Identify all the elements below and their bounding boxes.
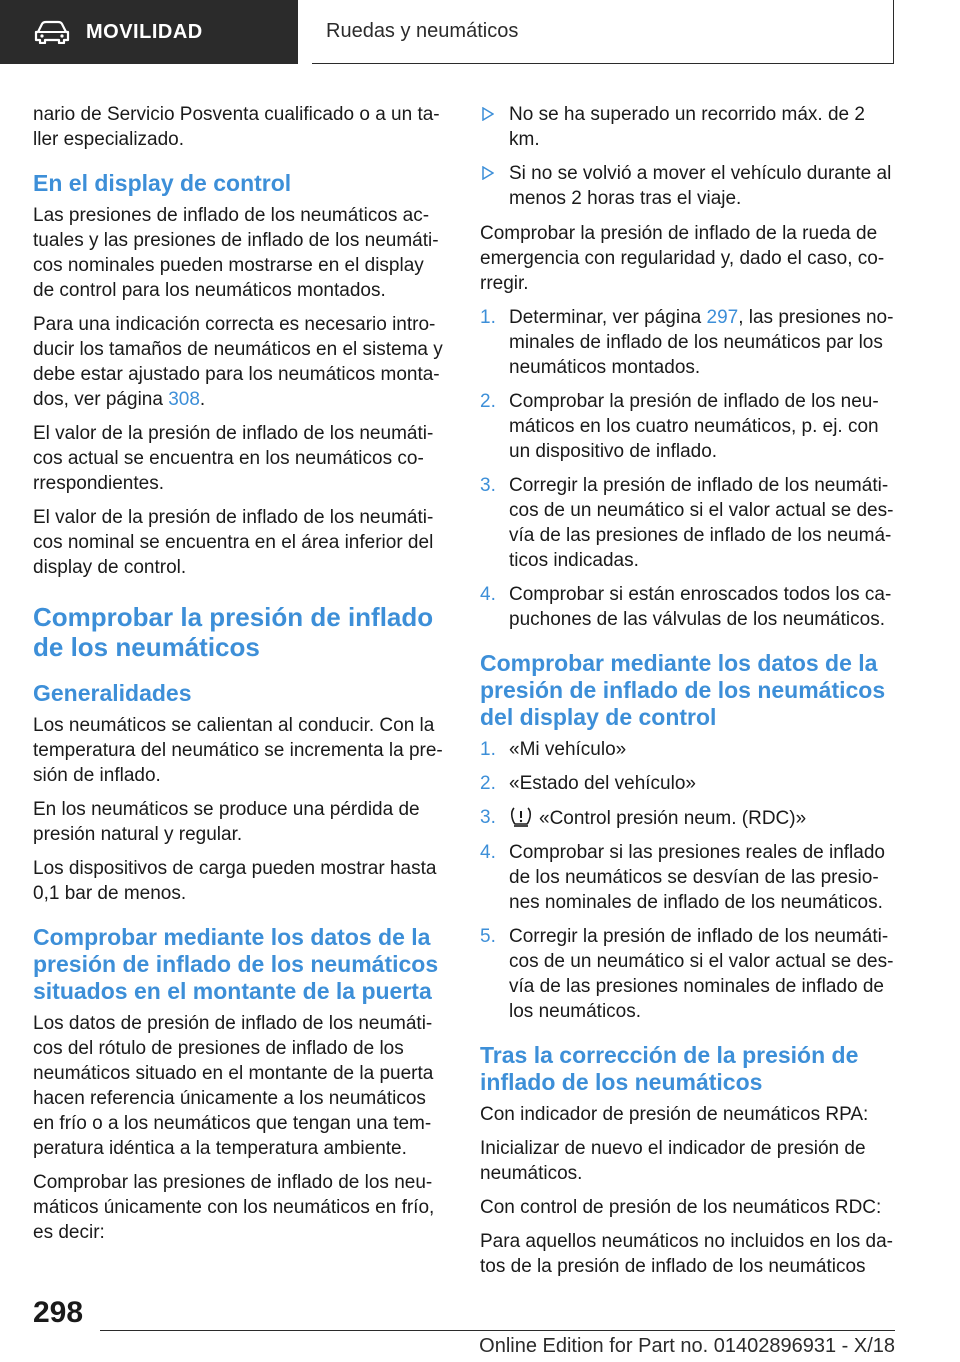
paragraph: Con control de presión de los neumáticos RDC: (480, 1197, 882, 1218)
list-item-text: Comprobar si las presiones reales de inflado de los neumáticos se desvían de las presio-nes nominales de inflado de los neumáticos. (509, 842, 885, 913)
tire-pressure-warning-icon (509, 805, 533, 827)
list-item (480, 161, 896, 211)
paragraph (33, 312, 447, 412)
heading-control-display: Comprobar mediante los datos de la presión de inflado de los neumáticos del display de control (480, 650, 886, 730)
paragraph: nario de Servicio Posventa cualificado o a un ta-ller especializado. (33, 104, 440, 150)
step-number: 1. (480, 307, 496, 328)
step-number: 5. (480, 926, 496, 947)
paragraph: Los neumáticos se calientan al conducir. Con la temperatura del neumático se incrementa la pre-sión de inflado. (33, 715, 443, 786)
paragraph: El valor de la presión de inflado de los neumáti-cos nominal se encuentra en el área inferior del display de control. (33, 507, 434, 578)
step-number: 3. (480, 475, 496, 496)
step-number: 4. (480, 584, 496, 605)
paragraph: En los neumáticos se produce una pérdida de presión natural y regular. (33, 799, 420, 845)
paragraph: Inicializar de nuevo el indicador de presión de neumáticos. (480, 1138, 866, 1184)
paragraph: Con indicador de presión de neumáticos RPA: (480, 1104, 869, 1125)
right-column (480, 102, 896, 1288)
steps-list-1 (480, 305, 896, 632)
paragraph: Los datos de presión de inflado de los neumáti-cos del rótulo de presiones de inflado de los neumáticos situado en el montante de la puerta hacen referencia únicamente a los neumáticos en frío o a los neumáticos que tengan una tem-peratura idéntica a la temperatura ambiente. (33, 1013, 434, 1159)
list-item (480, 389, 896, 464)
chapter-title-box (312, 0, 894, 64)
list-item (480, 737, 896, 762)
chapter-title: Ruedas y neumáticos (326, 20, 519, 42)
heading-door-label: Comprobar mediante los datos de la presión de inflado de los neumáticos situados en el montante de la puerta (33, 924, 439, 1004)
paragraph-text: . (199, 389, 206, 410)
list-item-text: «Mi vehículo» (509, 739, 627, 760)
paragraph: El valor de la presión de inflado de los neumáti-cos actual se encuentra en los neumáticos co-rrespondientes. (33, 423, 434, 494)
steps-list-2 (480, 737, 896, 1024)
heading-main: Comprobar la presión de inflado de los neumáticos (33, 602, 434, 662)
page-link-308[interactable]: 308 (168, 389, 200, 410)
list-item (480, 840, 896, 915)
list-item (480, 582, 896, 632)
list-item (480, 102, 896, 152)
list-item (480, 805, 896, 831)
footer-divider (100, 1330, 895, 1331)
step-number: 4. (480, 842, 496, 863)
step-number: 2. (480, 773, 496, 794)
edition-note: Online Edition for Part no. 01402896931 - X/18 (479, 1335, 895, 1357)
paragraph: Comprobar las presiones de inflado de los neu-máticos únicamente con los neumáticos en frío, es decir: (33, 1172, 435, 1243)
list-item (480, 771, 896, 796)
list-item (480, 305, 896, 380)
paragraph: Comprobar la presión de inflado de la rueda de emergencia con regularidad y, dado el caso, co-rregir. (480, 223, 885, 294)
list-item-text: Corregir la presión de inflado de los neumáti-cos de un neumático si el valor actual se des-vía de las presiones nominales de inflado de los neumáticos. (509, 926, 894, 1022)
list-item-text: «Estado del vehículo» (509, 773, 696, 794)
triangle-bullet-icon (482, 166, 494, 180)
heading-after-correction: Tras la corrección de la presión de inflado de los neumáticos (480, 1042, 859, 1095)
list-item-text: «Control presión neum. (RDC)» (539, 808, 807, 829)
paragraph: Las presiones de inflado de los neumáticos ac-tuales y las presiones de inflado de los neumáti-cos nominales pueden mostrarse en el display de control para los neumáticos montados. (33, 205, 439, 301)
list-item-text: Comprobar la presión de inflado de los neu-máticos en los cuatro neumáticos, p. ej. con un dispositivo de inflado. (509, 391, 879, 462)
list-item-text: Determinar, ver página (509, 307, 707, 328)
list-item-text: Comprobar si están enroscados todos los ca-puchones de las válvulas de los neumáticos. (509, 584, 892, 630)
triangle-bullet-icon (482, 107, 494, 121)
section-label: MOVILIDAD (86, 20, 203, 43)
heading-generalidades: Generalidades (33, 680, 192, 706)
step-number: 2. (480, 391, 496, 412)
paragraph: Para aquellos neumáticos no incluidos en los da-tos de la presión de inflado de los neumáticos (480, 1231, 893, 1277)
list-item-text: , las presiones no-minales de inflado de los neumáticos par los neumáticos montados. (509, 307, 894, 378)
page-header (0, 0, 960, 66)
list-item-text: No se ha superado un recorrido máx. de 2 km. (509, 104, 865, 150)
left-column (33, 102, 447, 1254)
step-number: 3. (480, 807, 496, 828)
section-tab (0, 0, 298, 64)
condition-list (480, 102, 896, 211)
car-icon (34, 20, 70, 44)
list-item-text: Corregir la presión de inflado de los neumáti-cos de un neumático si el valor actual se des-vía de las presiones de inflado de los neumá-ticos indicadas. (509, 475, 894, 571)
list-item-text: Si no se volvió a mover el vehículo durante al menos 2 horas tras el viaje. (509, 163, 892, 209)
paragraph: Los dispositivos de carga pueden mostrar hasta 0,1 bar de menos. (33, 858, 437, 904)
paragraph-text: Para una indicación correcta es necesario intro-ducir los tamaños de neumáticos en el sistema y debe estar ajustado para los neumáticos monta-dos, ver página (33, 314, 443, 410)
step-number: 1. (480, 739, 496, 760)
heading-display: En el display de control (33, 170, 292, 196)
page-number: 298 (33, 1296, 84, 1329)
list-item (480, 473, 896, 573)
list-item (480, 924, 896, 1024)
page-link-297[interactable]: 297 (706, 307, 739, 328)
